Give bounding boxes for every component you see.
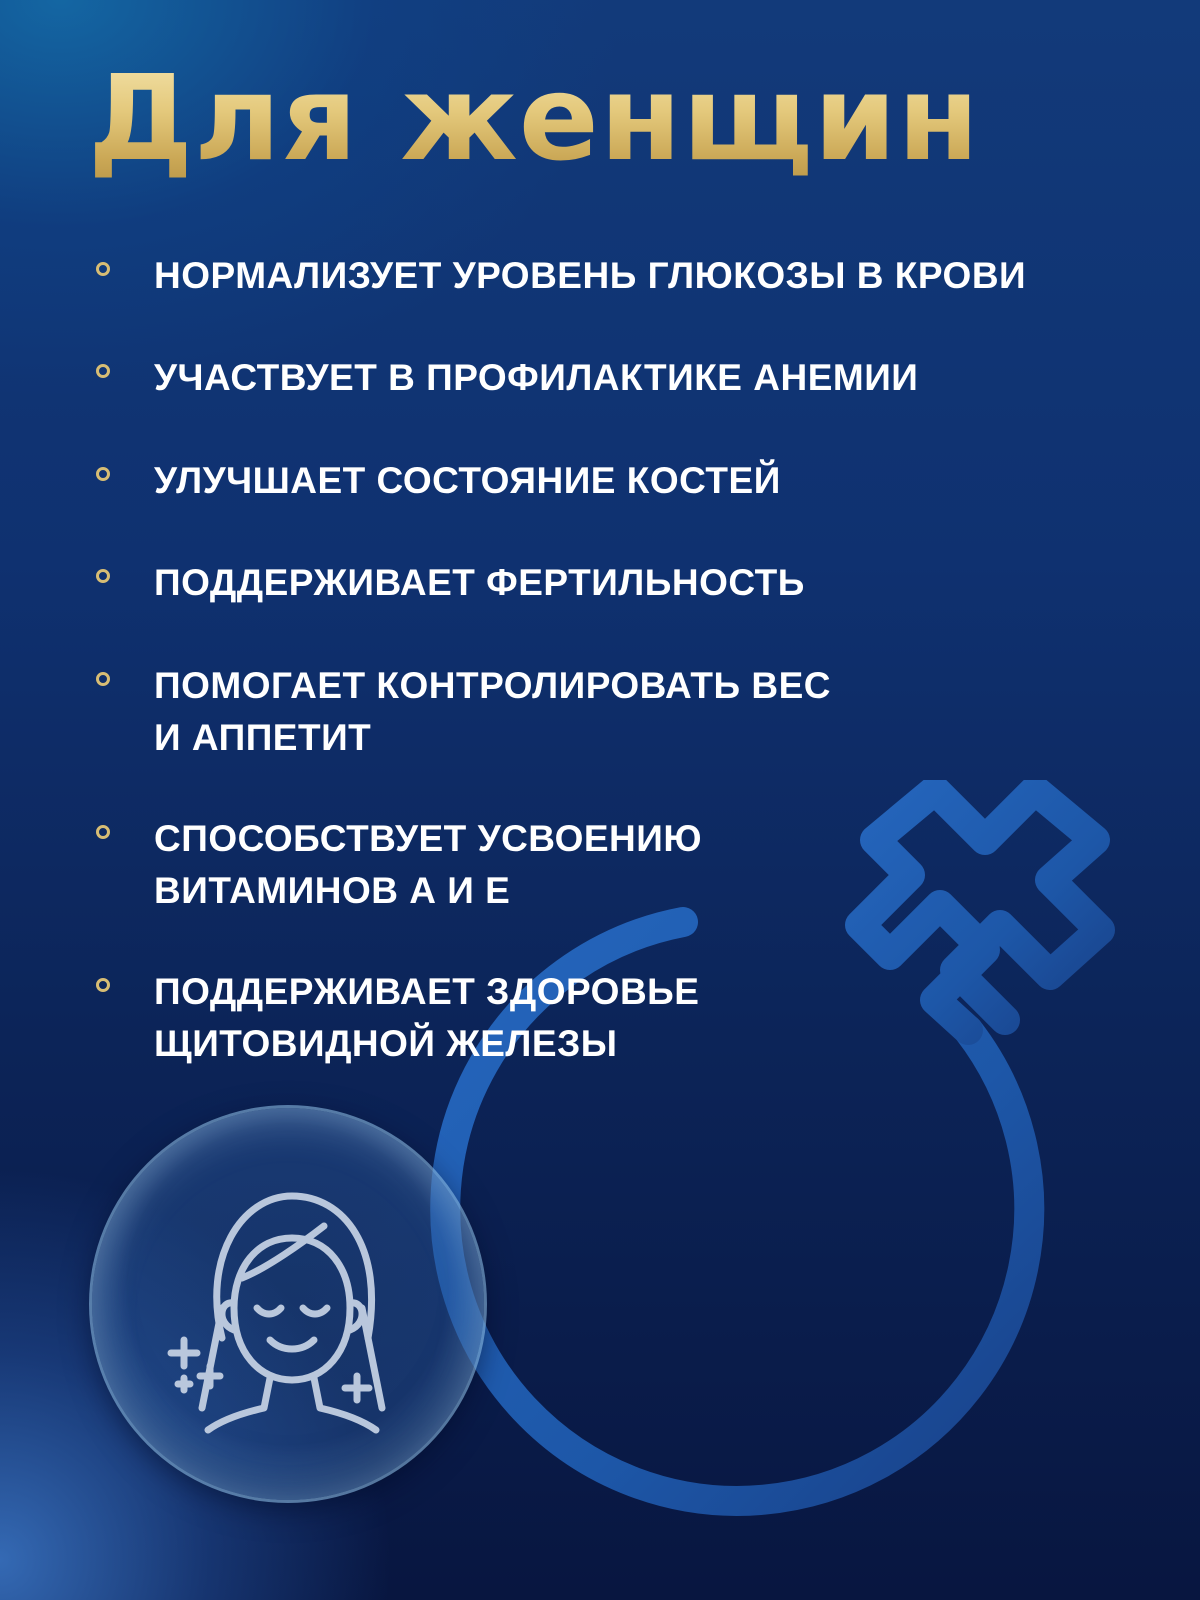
list-item-text: ПОМОГАЕТ КОНТРОЛИРОВАТЬ ВЕС: [154, 665, 832, 706]
list-item-text: НОРМАЛИЗУЕТ УРОВЕНЬ ГЛЮКОЗЫ В КРОВИ: [154, 255, 1027, 296]
list-item-text: И АППЕТИТ: [154, 717, 372, 758]
woman-face-icon: [92, 1108, 484, 1500]
circle-outline-icon: [96, 825, 110, 839]
list-item-text: ВИТАМИНОВ А И Е: [154, 870, 511, 911]
circle-outline-icon: [96, 569, 110, 583]
page-title: Для женщин: [88, 49, 981, 187]
list-item-text: СПОСОБСТВУЕТ УСВОЕНИЮ: [154, 818, 703, 859]
circle-outline-icon: [96, 262, 110, 276]
list-item-text: ПОДДЕРЖИВАЕТ ФЕРТИЛЬНОСТЬ: [154, 562, 805, 603]
circle-outline-icon: [96, 978, 110, 992]
circle-outline-icon: [96, 467, 110, 481]
venus-symbol-icon: [400, 780, 1160, 1600]
list-item-text: ЩИТОВИДНОЙ ЖЕЛЕЗЫ: [154, 1023, 618, 1064]
list-item-text: ПОДДЕРЖИВАЕТ ЗДОРОВЬЕ: [154, 971, 700, 1012]
list-item-text: УЛУЧШАЕТ СОСТОЯНИЕ КОСТЕЙ: [154, 460, 781, 501]
circle-outline-icon: [96, 364, 110, 378]
list-item-text: УЧАСТВУЕТ В ПРОФИЛАКТИКЕ АНЕМИИ: [154, 357, 919, 398]
woman-face-badge: [92, 1108, 484, 1500]
circle-outline-icon: [96, 672, 110, 686]
